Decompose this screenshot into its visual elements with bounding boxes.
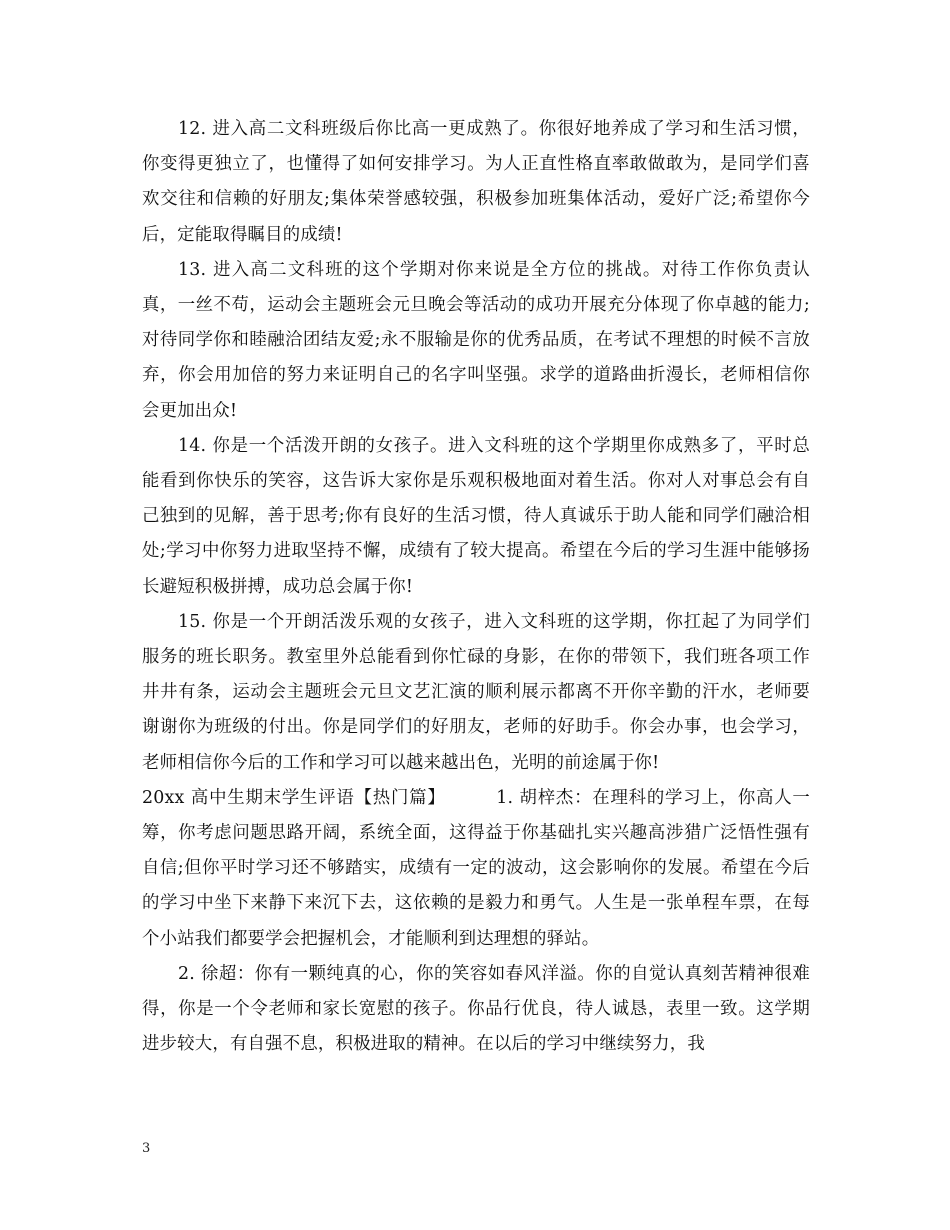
- paragraph-comment-1: 1. 胡梓杰：在理科的学习上，你高人一筹，你考虑问题思路开阔，系统全面，这得益于你基础扎实兴趣高涉猎广泛悟性强有自信;但你平时学习还不够踏实，成绩有一定的波动，这会影响你的发展。希望在今后的学习中坐下来静下来沉下去，这依赖的是毅力和勇气。人生是一张单程车票，在每个小站我们都要学会把握机会，才能顺利到达理想的驿站。: [142, 787, 810, 949]
- document-body: [142, 112, 810, 1062]
- paragraph-comment-14: 14. 你是一个活泼开朗的女孩子。进入文科班的这个学期里你成熟多了，平时总能看到你快乐的笑容，这告诉大家你是乐观积极地面对着生活。你对人对事总会有自己独到的见解，善于思考;你有良好的生活习惯，待人真诚乐于助人能和同学们融洽相处;学习中你努力进取坚持不懈，成绩有了较大提高。希望在今后的学习生涯中能够扬长避短积极拼搏，成功总会属于你!: [142, 435, 810, 597]
- paragraph-comment-15: 15. 你是一个开朗活泼乐观的女孩子，进入文科班的这学期，你扛起了为同学们服务的班长职务。教室里外总能看到你忙碌的身影，在你的带领下，我们班各项工作井井有条，运动会主题班会元旦文艺汇演的顺利展示都离不开你辛勤的汗水，老师要谢谢你为班级的付出。你是同学们的好朋友，老师的好助手。你会办事，也会学习，老师相信你今后的工作和学习可以越来越出色，光明的前途属于你!: [142, 611, 810, 773]
- paragraph-comment-13: 13. 进入高二文科班的这个学期对你来说是全方位的挑战。对待工作你负责认真，一丝不苟，运动会主题班会元旦晚会等活动的成功开展充分体现了你卓越的能力;对待同学你和睦融洽团结友爱;永不服输是你的优秀品质，在考试不理想的时候不言放弃，你会用加倍的努力来证明自己的名字叫坚强。求学的道路曲折漫长，老师相信你会更加出众!: [142, 259, 810, 421]
- section-paragraph: [142, 781, 810, 957]
- section-heading: 20xx 高中生期末学生评语【热门篇】: [142, 787, 446, 808]
- paragraph-comment-12: 12. 进入高二文科班级后你比高一更成熟了。你很好地养成了学习和生活习惯，你变得更独立了，也懂得了如何安排学习。为人正直性格直率敢做敢为，是同学们喜欢交往和信赖的好朋友;集体荣誉感较强，积极参加班集体活动，爱好广泛;希望你今后，定能取得瞩目的成绩!: [142, 119, 810, 245]
- spacer: [446, 788, 497, 808]
- paragraph-comment-2: 2. 徐超：你有一颗纯真的心，你的笑容如春风洋溢。你的自觉认真刻苦精神很难得，你是一个令老师和家长宽慰的孩子。你品行优良，待人诚恳，表里一致。这学期进步较大，有自强不息，积极进取的精神。在以后的学习中继续努力，我: [142, 963, 810, 1055]
- page-number: 3: [142, 1141, 151, 1156]
